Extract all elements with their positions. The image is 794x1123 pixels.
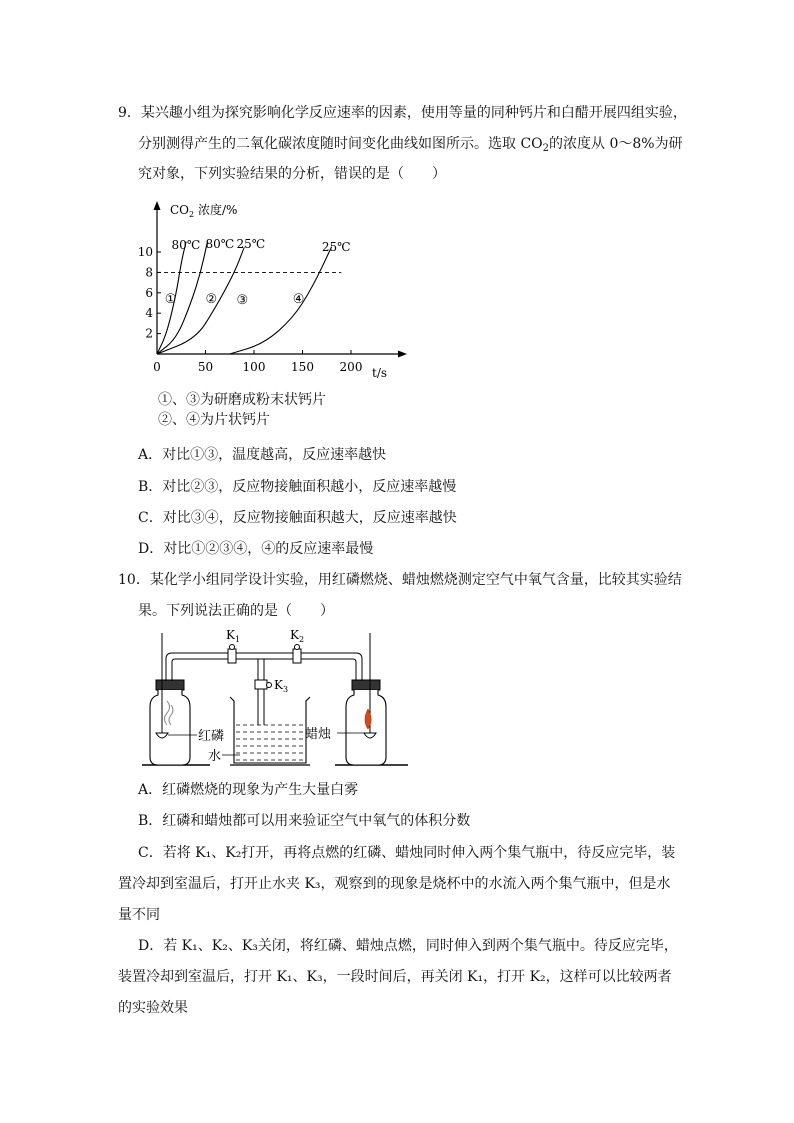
q10-option-d-line3: 的实验效果 xyxy=(118,1000,188,1016)
right-bottle-stopper xyxy=(352,680,380,690)
q9-option-a: A．对比①③，温度越高，反应速率越快 xyxy=(138,447,387,463)
right-tube xyxy=(265,653,362,681)
q10-option-d-line2: 装置冷却到室温后，打开 K₁、K₃，一段时间后，再关闭 K₁，打开 K₂，这样可以比较两者 xyxy=(118,969,672,985)
x-tick-label: 200 xyxy=(339,360,363,374)
k1-label: $K_1$ xyxy=(226,628,241,644)
q10-option-c-line3: 量不同 xyxy=(118,907,160,923)
temp-label-3: 25℃ xyxy=(236,236,266,251)
q10-stem-line1: 10．某化学小组同学设计实验，用红磷燃烧、蜡烛燃烧测定空气中氧气含量，比较其实验结 xyxy=(118,572,682,588)
left-tube xyxy=(166,653,265,681)
water-label: 水 xyxy=(208,749,222,764)
y-tick-label: 4 xyxy=(145,306,153,321)
temp-label-4: 25℃ xyxy=(321,239,351,254)
x-tick-label: 150 xyxy=(291,360,314,374)
q9-stem-line1: 9．某兴趣小组为探究影响化学反应速率的因素，使用等量的同种钙片和白醋开展四组实验， xyxy=(118,105,687,121)
x-tick-label: 50 xyxy=(197,360,214,374)
q9-stem-line2-b: 的浓度从 0～8%为研 xyxy=(549,136,683,152)
x-tick-label: 100 xyxy=(242,360,266,374)
q9-stem-line2-a: 分别测得产生的二氧化碳浓度随时间变化曲线如图所示。选取 CO xyxy=(138,136,543,152)
k3-label: $K_3$ xyxy=(274,678,289,694)
q10-stem-line2: 果。下列说法正确的是（ ） xyxy=(138,603,334,619)
q10-option-c-line2: 置冷却到室温后，打开止水夹 K₃，观察到的现象是烧杯中的水流入两个集气瓶中，但是水 xyxy=(118,876,671,892)
y-tick-label: 2 xyxy=(145,326,153,341)
q9-note1: ①、③为研磨成粉末状钙片 xyxy=(158,392,326,408)
curve-label-2: ② xyxy=(205,292,218,307)
q9-stem-line3: 究对象，下列实验结果的分析，错误的是（ ） xyxy=(138,166,446,182)
co2-concentration-chart xyxy=(137,198,420,383)
clip-k2-icon xyxy=(293,645,301,664)
candle-label: 蜡烛 xyxy=(305,727,332,742)
curve-label-4: ④ xyxy=(292,292,305,307)
q9-option-b: B．对比②③，反应物接触面积越小，反应速率越慢 xyxy=(138,479,457,495)
y-axis-label: $CO_2$ 浓度/% xyxy=(170,203,238,219)
left-tube-inner xyxy=(172,659,265,681)
temp-label-2: 80℃ xyxy=(205,236,235,251)
y-tick-label: 6 xyxy=(145,285,153,300)
x-tick-label: 0 xyxy=(153,360,161,374)
curve-label-1: ① xyxy=(164,292,177,307)
q10-option-c-line1: C．若将 K₁、K₂打开，再将点燃的红磷、蜡烛同时伸入两个集气瓶中，待反应完毕，装 xyxy=(138,845,676,861)
q9-note2: ②、④为片状钙片 xyxy=(158,412,270,428)
q10-option-b: B．红磷和蜡烛都可以用来验证空气中氧气的体积分数 xyxy=(138,813,471,829)
q9-stem-line2-sub: 2 xyxy=(542,143,550,154)
beaker-water xyxy=(235,725,305,762)
k2-label: $K_2$ xyxy=(290,628,305,644)
q9-option-d: D．对比①②③④，④的反应速率最慢 xyxy=(138,541,374,557)
right-bottle xyxy=(346,690,386,765)
y-tick-label: 10 xyxy=(137,245,153,259)
temp-label-1: 80℃ xyxy=(171,237,201,252)
q10-option-d-line1: D．若 K₁、K₂、K₃关闭，将红磷、蜡烛点燃，同时伸入到两个集气瓶中。待反应完毕， xyxy=(138,938,678,954)
left-bottle xyxy=(150,690,190,765)
x-axis-arrow xyxy=(398,351,407,358)
clip-k1-icon xyxy=(228,645,236,664)
apparatus-diagram xyxy=(140,625,430,775)
q9-stem-line2 xyxy=(138,134,683,159)
left-bottle-stopper xyxy=(156,680,184,690)
curve-label-3: ③ xyxy=(236,293,249,309)
q9-option-c: C．对比③④，反应物接触面积越大，反应速率越快 xyxy=(138,510,457,526)
y-tick-label: 8 xyxy=(145,265,153,280)
y-axis-arrow xyxy=(154,201,161,210)
q10-option-a: A．红磷燃烧的现象为产生大量白雾 xyxy=(138,782,359,798)
clip-k3-icon xyxy=(255,680,272,689)
red-phosphorus-label: 红磷 xyxy=(198,729,225,744)
x-axis-label: t/s xyxy=(372,366,388,380)
